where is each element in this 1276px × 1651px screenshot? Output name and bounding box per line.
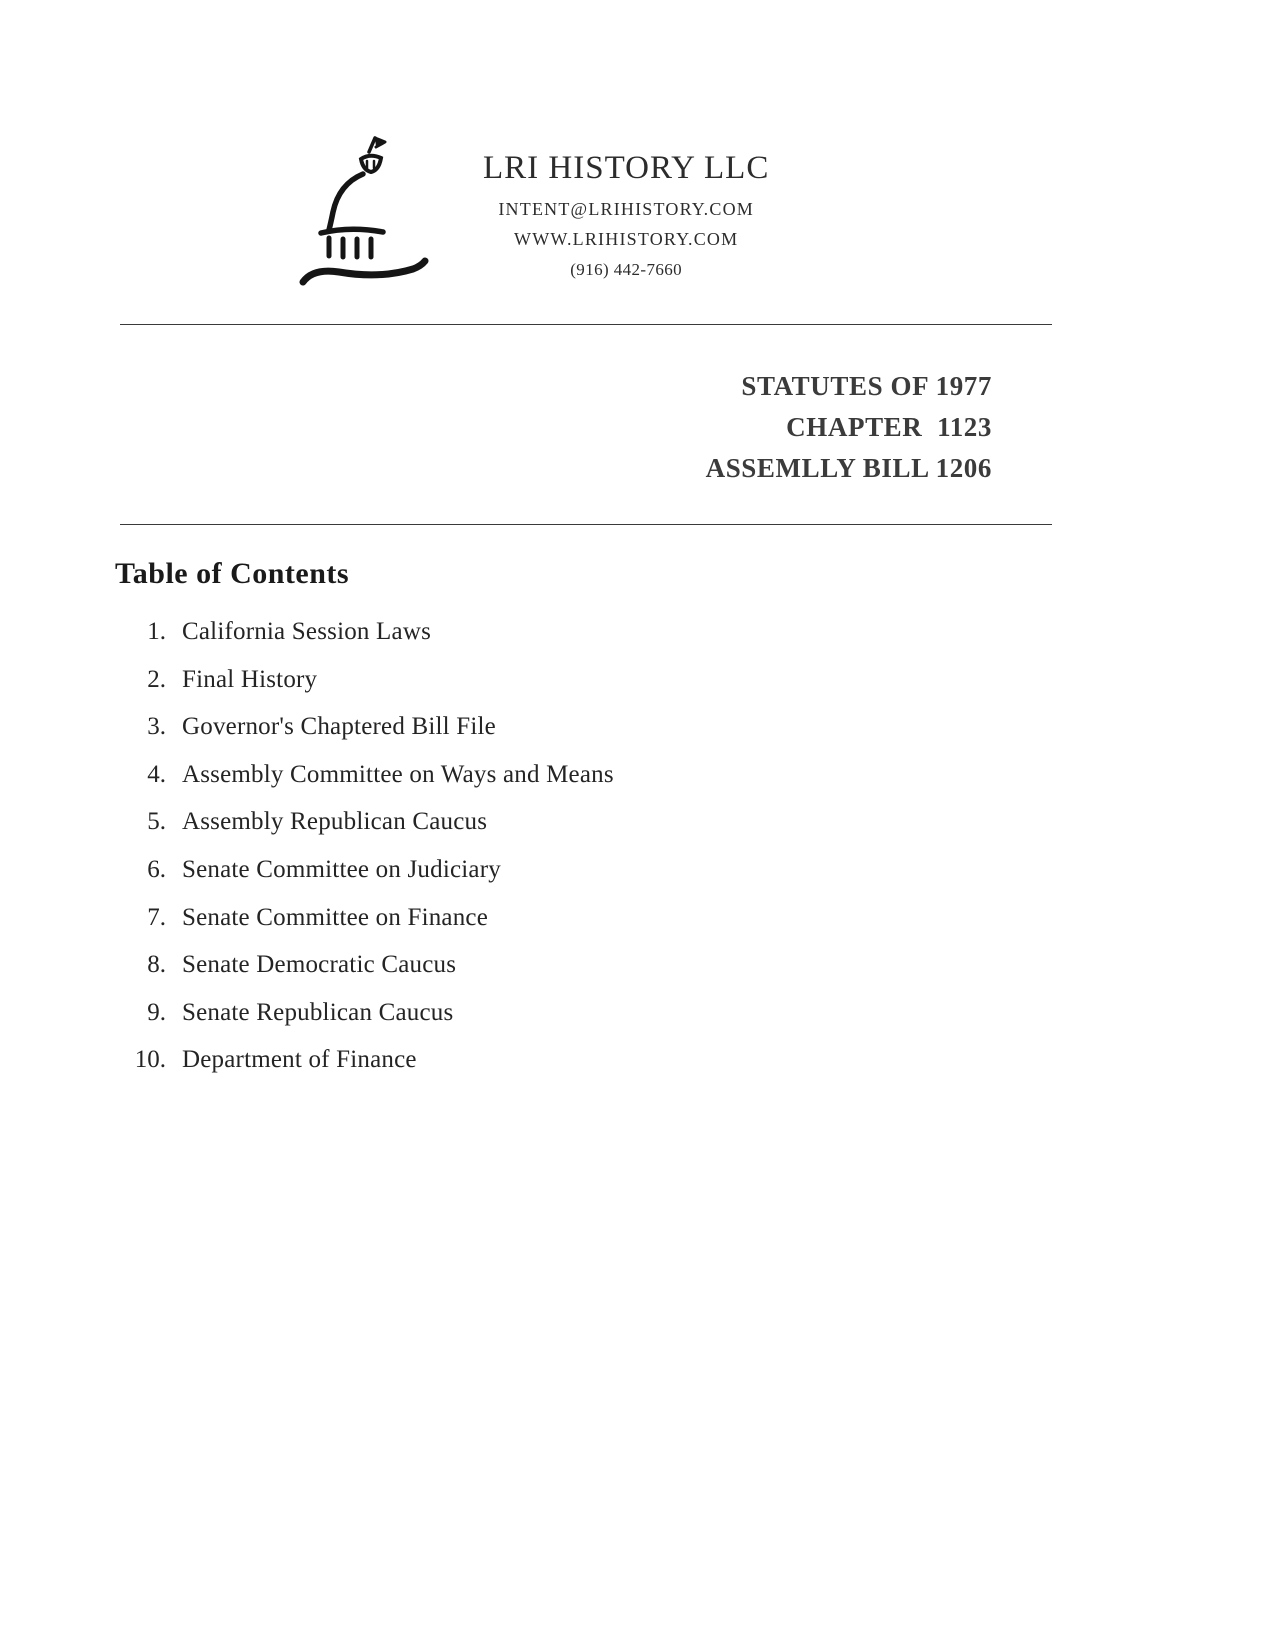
email-text: INTENT@LRIHISTORY.COM xyxy=(498,199,754,219)
toc-item xyxy=(0,761,900,809)
toc-item-label: Governor's Chaptered Bill File xyxy=(182,713,496,741)
toc-item xyxy=(0,618,900,666)
website-text: WWW.LRIHISTORY.COM xyxy=(514,229,739,249)
toc-item-label: Senate Committee on Judiciary xyxy=(182,855,501,883)
toc-item-number: 10. xyxy=(134,1046,166,1074)
toc-item xyxy=(0,904,900,952)
title-line-statutes: STATUTES OF 1977 xyxy=(741,371,992,401)
toc-item xyxy=(0,1046,900,1094)
toc-item xyxy=(0,951,900,999)
divider-top xyxy=(120,324,1052,325)
title-line-chapter: CHAPTER 1123 xyxy=(786,412,992,442)
toc-item-number: 4. xyxy=(147,760,166,788)
letterhead xyxy=(295,126,769,291)
contact-block xyxy=(483,126,769,280)
company-name: LRI HISTORY LLC xyxy=(483,150,770,186)
capitol-dome-logo xyxy=(295,126,445,291)
toc-item xyxy=(0,713,900,761)
toc-item-label: California Session Laws xyxy=(182,618,432,645)
toc-item-number: 2. xyxy=(147,665,166,693)
toc-item-label: Senate Democratic Caucus xyxy=(182,951,457,979)
title-block xyxy=(706,366,992,489)
toc-item xyxy=(0,666,900,714)
toc-item-number: 6. xyxy=(147,855,166,883)
toc-item xyxy=(0,999,900,1047)
capitol-dome-icon xyxy=(295,126,445,291)
toc-item-label: Senate Committee on Finance xyxy=(182,903,489,931)
toc-item-label: Final History xyxy=(182,665,318,693)
toc-list xyxy=(0,618,900,1094)
toc-item-label: Assembly Committee on Ways and Means xyxy=(182,760,614,788)
toc-item-label: Assembly Republican Caucus xyxy=(182,808,488,836)
divider-bottom xyxy=(120,524,1052,525)
toc-item-number: 3. xyxy=(147,713,166,741)
toc-heading: Table of Contents xyxy=(115,557,350,590)
title-line-bill: ASSEMLLY BILL 1206 xyxy=(705,453,992,483)
toc-item xyxy=(0,808,900,856)
toc-item-number: 8. xyxy=(147,951,166,979)
toc-item xyxy=(0,856,900,904)
toc-item-label: Department of Finance xyxy=(182,1046,417,1074)
toc-item-number: 9. xyxy=(147,998,166,1026)
toc-item-number: 7. xyxy=(147,903,166,931)
toc-item-number: 5. xyxy=(147,808,166,836)
phone-text: (916) 442-7660 xyxy=(570,260,683,279)
toc-item-label: Senate Republican Caucus xyxy=(182,998,454,1026)
toc-item-number: 1. xyxy=(147,618,166,645)
